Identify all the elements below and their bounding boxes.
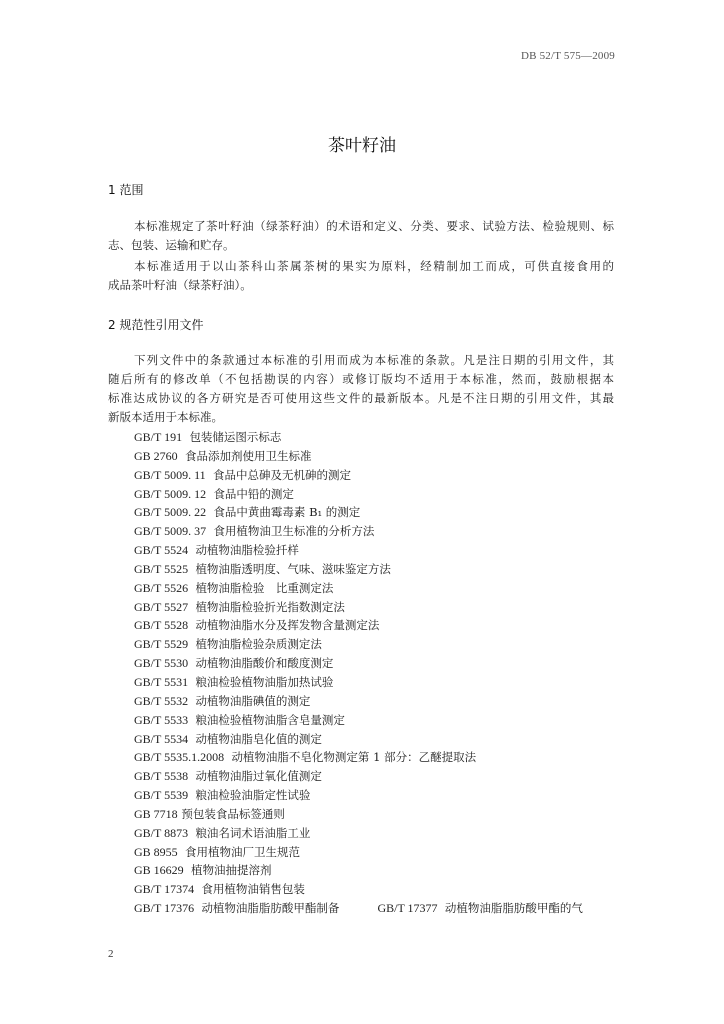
reference-item — [134, 767, 583, 786]
reference-code: GB 7718 — [134, 806, 178, 821]
reference-name: 动植物油脂水分及挥发物含量测定法 — [195, 618, 380, 633]
reference-item — [134, 635, 583, 654]
reference-name: 动植物油脂脂肪酸甲酯制备 — [201, 901, 340, 916]
text-line: 成品茶叶籽油（绿茶籽油）。 — [108, 278, 252, 292]
reference-item — [134, 730, 583, 749]
reference-item — [134, 447, 583, 466]
reference-code: GB/T 5538 — [134, 769, 189, 784]
reference-code: GB/T 17374 — [134, 882, 195, 897]
reference-item — [134, 861, 583, 880]
reference-item — [134, 880, 583, 899]
reference-item — [134, 786, 583, 805]
reference-code: GB/T 5009. 12 — [134, 486, 207, 501]
reference-code: GB/T 5009. 37 — [134, 524, 207, 539]
reference-code: GB/T 17376 — [134, 901, 195, 916]
reference-name: 动植物油脂碘值的测定 — [195, 693, 311, 708]
reference-code: GB/T 5526 — [134, 580, 189, 595]
reference-name: 动植物油脂酸价和酸度测定 — [195, 656, 334, 671]
reference-code: GB/T 5539 — [134, 788, 189, 803]
reference-code: GB/T 5532 — [134, 693, 189, 708]
reference-code: GB/T 5529 — [134, 637, 189, 652]
reference-item — [134, 598, 583, 617]
page-title: 茶叶籽油 — [328, 136, 396, 156]
reference-item — [134, 522, 583, 541]
page-number: 2 — [108, 948, 114, 960]
reference-code: GB/T 191 — [134, 430, 183, 444]
reference-item — [134, 560, 583, 579]
reference-item-pair — [134, 899, 583, 918]
reference-item — [134, 654, 583, 673]
reference-code: GB/T 5535.1.2008 — [134, 750, 225, 765]
text-line: 志、包装、运输和贮存。 — [108, 238, 235, 252]
reference-item — [134, 616, 583, 635]
reference-code: GB/T 17377 — [377, 901, 438, 916]
reference-name: 动植物油脂不皂化物测定第 1 部分：乙醚提取法 — [231, 750, 477, 765]
reference-name: 植物油脂透明度、气味、滋味鉴定方法 — [195, 561, 391, 576]
reference-item — [134, 824, 583, 843]
reference-item — [134, 805, 583, 824]
document-code: DB 52/T 575—2009 — [520, 50, 615, 62]
section-heading-scope: 1 范围 — [108, 183, 144, 197]
reference-name: 食品中总砷及无机砷的测定 — [212, 467, 351, 482]
reference-item — [134, 692, 583, 711]
text-line: 本标准规定了茶叶籽油（绿茶籽油）的术语和定义、分类、要求、试验方法、检验规则、标 — [134, 219, 614, 233]
reference-name: 植物油脂检验 比重测定法 — [195, 580, 334, 595]
reference-name: 植物油脂检验杂质测定法 — [195, 637, 322, 652]
reference-item — [134, 428, 583, 447]
reference-name: 动植物油脂过氧化值测定 — [195, 769, 322, 784]
reference-item — [134, 843, 583, 862]
reference-code: GB/T 5527 — [134, 599, 189, 614]
reference-name: 食品中黄曲霉毒素 B₁ 的测定 — [213, 505, 361, 520]
reference-name: 动植物油脂检验扦样 — [195, 543, 299, 558]
reference-item — [134, 466, 583, 485]
reference-code: GB/T 5533 — [134, 712, 189, 727]
reference-code: GB 2760 — [134, 448, 178, 463]
reference-name: 粮油检验植物油脂加热试验 — [195, 674, 334, 689]
reference-name: 粮油名词术语油脂工业 — [195, 825, 311, 840]
reference-name: 食品添加剂使用卫生标准 — [184, 448, 312, 463]
reference-code: GB/T 5530 — [134, 656, 189, 671]
reference-item — [134, 673, 583, 692]
text-line: 下列文件中的条款通过本标准的引用而成为本标准的条款。凡是注日期的引用文件，其 — [134, 353, 614, 367]
reference-item — [134, 485, 583, 504]
reference-code: GB 8955 — [134, 844, 178, 859]
reference-code: GB/T 5525 — [134, 561, 189, 576]
reference-code: GB/T 5528 — [134, 618, 189, 633]
reference-code: GB/T 5534 — [134, 731, 189, 746]
reference-list — [134, 428, 583, 918]
text-line: 新版本适用于本标准。 — [108, 410, 223, 424]
reference-name: 动植物油脂皂化值的测定 — [195, 731, 322, 746]
references-intro-paragraph — [108, 351, 614, 427]
reference-name: 动植物油脂脂肪酸甲酯的气 — [444, 901, 583, 916]
reference-name: 食用植物油销售包装 — [201, 882, 305, 897]
reference-code: GB/T 5524 — [134, 543, 189, 558]
reference-item — [134, 579, 583, 598]
reference-name: 粮油检验植物油脂含皂量测定 — [195, 712, 345, 727]
reference-item — [134, 541, 583, 560]
reference-code: GB/T 5531 — [134, 674, 189, 689]
reference-name: 包装储运图示标志 — [189, 430, 282, 444]
reference-name: 食用植物油卫生标准的分析方法 — [213, 524, 375, 539]
reference-code: GB/T 5009. 22 — [134, 505, 207, 520]
scope-paragraph-1 — [108, 217, 614, 255]
reference-item — [134, 503, 583, 522]
section-heading-normative-references: 2 规范性引用文件 — [108, 318, 204, 332]
text-line: 标准达成协议的各方研究是否可使用这些文件的最新版本。凡是不注日期的引用文件，其最 — [108, 391, 614, 405]
reference-item — [134, 748, 583, 767]
reference-name: 食用植物油厂卫生规范 — [184, 844, 300, 859]
reference-name: 植物油抽提溶剂 — [190, 863, 272, 878]
reference-name: 粮油检验油脂定性试验 — [195, 788, 311, 803]
reference-name: 食品中铅的测定 — [213, 486, 294, 501]
scope-paragraph-2 — [108, 257, 614, 295]
reference-name: 预包装食品标签通则 — [181, 806, 285, 821]
reference-name: 植物油脂检验折光指数测定法 — [195, 599, 345, 614]
reference-code: GB 16629 — [134, 863, 184, 878]
reference-code: GB/T 8873 — [134, 825, 189, 840]
reference-item — [134, 711, 583, 730]
text-line: 本标准适用于以山茶科山茶属茶树的果实为原料，经精制加工而成，可供直接食用的 — [134, 259, 614, 273]
text-line: 随后所有的修改单（不包括勘误的内容）或修订版均不适用于本标准，然而，鼓励根据本 — [108, 372, 614, 386]
reference-code: GB/T 5009. 11 — [134, 467, 206, 482]
